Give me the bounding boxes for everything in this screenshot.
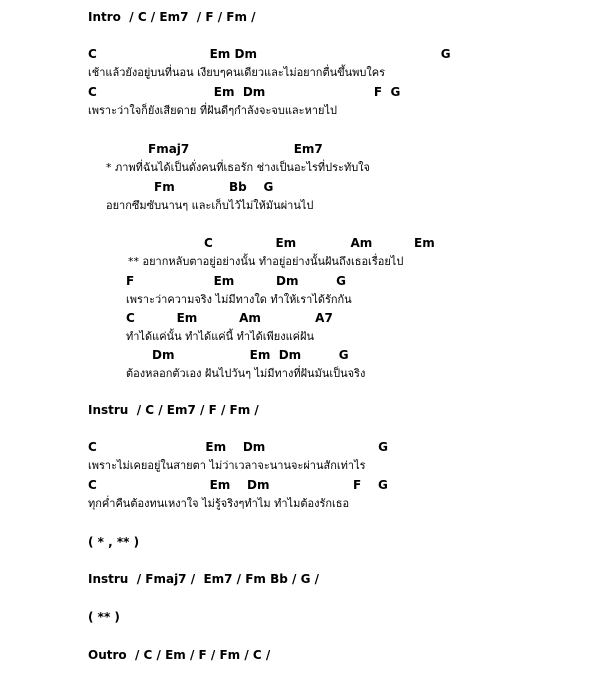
repeat-line: ( * , ** ) xyxy=(88,535,140,549)
chord-line: Fm Bb G xyxy=(154,180,274,194)
instru-line: Instru / C / Em7 / F / Fm / xyxy=(88,403,259,417)
chord-line: F Em Dm G xyxy=(126,274,346,288)
lyric-line: เพราะว่าความจริง ไม่มีทางใด ทำให้เราได้รักกัน xyxy=(126,293,352,306)
lyric-line: อยากซึมซับนานๆ และเก็บไว้ไม่ให้มันผ่านไป xyxy=(106,199,314,212)
chord-line: C Em Am A7 xyxy=(126,311,333,325)
lyric-line: ทุกค่ำคืนต้องทนเหงาใจ ไม่รู้จริงๆทำไม ทำไมต้องรักเธอ xyxy=(88,497,350,510)
chord-line: C Em Dm G xyxy=(88,47,451,61)
chord-line: C Em Dm F G xyxy=(88,478,388,492)
chord-line: C Em Dm G xyxy=(88,440,388,454)
lyric-line: ต้องหลอกตัวเอง ฝันไปวันๆ ไม่มีทางที่ฝันมันเป็นจริง xyxy=(126,367,366,380)
chord-line: Dm Em Dm G xyxy=(152,348,349,362)
chord-line: Fmaj7 Em7 xyxy=(148,142,323,156)
chord-line: C Em Am Em xyxy=(204,236,435,250)
instru-line: Instru / Fmaj7 / Em7 / Fm Bb / G / xyxy=(88,572,319,586)
lyric-line: เพราะว่าใจก็ยังเสียดาย ที่ฝันดีๆกำลังจะจบและหายไป xyxy=(88,104,337,117)
lyric-line: เพราะไม่เคยอยู่ในสายตา ไม่ว่าเวลาจะนานจะผ่านสักเท่าไร xyxy=(88,459,366,472)
chord-line: C Em Dm F G xyxy=(88,85,401,99)
lyric-line: เช้าแล้วยังอยู่บนที่นอน เงียบๆคนเดียวและไม่อยากตื่นขึ้นพบใคร xyxy=(88,66,386,79)
intro-line: Intro / C / Em7 / F / Fm / xyxy=(88,10,256,24)
lyric-line: * ภาพที่ฉันได้เป็นดั่งคนที่เธอรัก ช่างเป็นอะไรที่ประทับใจ xyxy=(106,161,370,174)
outro-line: Outro / C / Em / F / Fm / C / xyxy=(88,648,271,662)
lyric-line: ** อยากหลับตาอยู่อย่างนั้น ทำอยู่อย่างนั้นฝันถึงเธอเรื่อยไป xyxy=(128,255,404,268)
repeat-line: ( ** ) xyxy=(88,610,120,624)
lyric-line: ทำได้แค่นั้น ทำได้แค่นี้ ทำได้เพียงแค่ฝัน xyxy=(126,330,314,343)
